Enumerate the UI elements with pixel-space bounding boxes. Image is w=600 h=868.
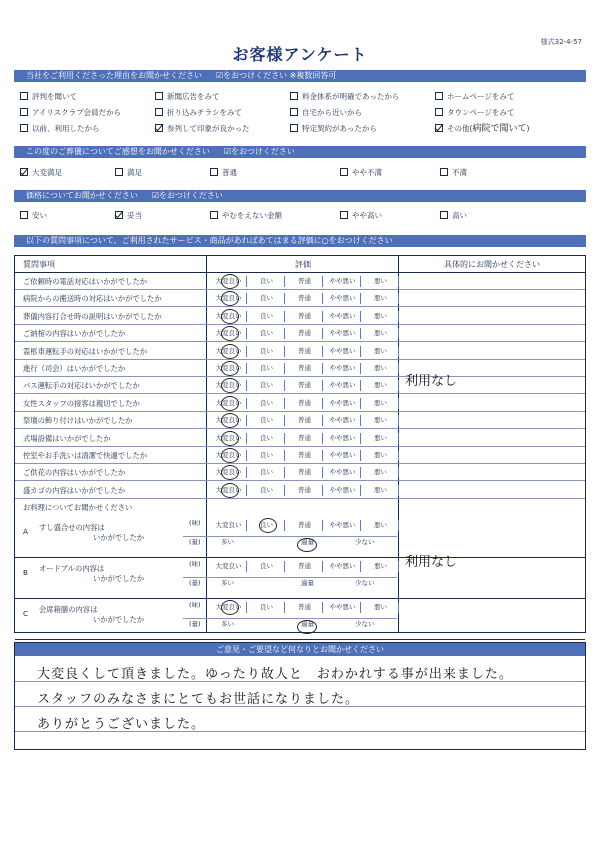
checkbox-icon[interactable] [20,168,28,176]
reason-option-label: 特定契約があったから [302,124,377,133]
question-text: 式場設備はいかがでしたか [23,433,111,443]
reason-option-label: 料金体系が明確であったから [302,92,400,101]
checkbox-icon[interactable] [155,92,163,100]
taste-option[interactable]: やや悪い [325,602,361,613]
price-option[interactable] [440,209,467,223]
rating-option[interactable]: やや悪い [325,293,361,304]
taste-option[interactable]: やや悪い [325,520,361,531]
question-text: ご依頼時の電話対応はいかがでしたか [23,277,148,286]
question-text: 盛カゴの内容はいかがでしたか [23,485,126,495]
rating-option[interactable]: 良い [249,311,285,322]
food-letter: A [23,527,28,537]
rating-option[interactable]: 大変良い [211,311,247,322]
form-id: 様式32-4-57 [540,38,582,46]
table-row [15,360,585,377]
impression-option[interactable] [440,166,467,180]
rating-option[interactable]: 良い [249,346,285,357]
reason-option-label: 参列して印象が良かった [167,124,250,133]
reason-option[interactable] [155,90,220,104]
food-row [15,517,585,558]
rating-option[interactable]: 大変良い [211,485,247,496]
taste-option[interactable]: 良い [249,602,285,613]
rating-option[interactable]: 大変良い [211,380,247,391]
reason-option[interactable] [155,122,250,136]
rating-option[interactable]: 大変良い [211,346,247,357]
checkbox-icon[interactable] [290,124,298,132]
comment-header: ご意見・ご要望など何なりとお聞かせください [15,643,585,656]
food-question: いかがでしたか [93,533,145,543]
rating-option[interactable]: 悪い [363,450,399,461]
taste-label: (味) [189,560,201,569]
price-note: ☑をおつけください [151,191,223,200]
rating-option[interactable]: 大変良い [211,328,247,339]
taste-option[interactable]: やや悪い [325,561,361,572]
rating-option[interactable]: 大変良い [211,363,247,374]
detail-handwritten: 利用なし [405,374,458,390]
rating-option[interactable]: 悪い [363,328,399,339]
amount-label: (量) [189,538,201,547]
reason-option[interactable] [290,90,399,104]
rating-option[interactable]: やや悪い [325,311,361,322]
checkbox-icon[interactable] [290,92,298,100]
reasons-header: 当社をご利用くださった理由をお聞かせください [26,71,202,80]
rating-option[interactable]: やや悪い [325,363,361,374]
selected-circle [221,344,239,359]
checkbox-icon[interactable] [155,124,163,132]
rating-option[interactable]: 良い [249,450,285,461]
reason-option[interactable] [290,122,377,136]
col-question-header: 質問事項 [15,256,207,273]
table-row [15,395,585,412]
rating-option[interactable]: 良い [249,433,285,444]
other-handwritten: 病院で聞いて [472,124,527,134]
selected-circle [297,538,317,552]
taste-option[interactable]: 大変良い [211,561,247,572]
detail-handwritten: 利用なし [405,555,458,571]
rating-option[interactable]: やや悪い [325,276,361,287]
impression-header: この度のご葬儀についてご感想をお聞かせください [26,147,210,156]
table-row [15,273,585,290]
reason-option[interactable] [435,106,514,120]
rating-option[interactable]: 良い [249,363,285,374]
reason-option-label: 評判を聞いて [32,92,77,101]
rating-option[interactable]: 良い [249,328,285,339]
selected-circle [221,309,239,324]
amount-option[interactable]: 多い [221,538,234,547]
reason-option[interactable] [155,106,242,120]
amount-option[interactable]: 多い [221,579,234,588]
evaluation-header: 以下の質問事項について、ご利用されたサービス・商品があればあてはまる評価に○をおつけください [26,236,393,245]
impression-option[interactable] [115,166,142,180]
checkbox-icon[interactable] [210,211,218,219]
rating-option[interactable]: 悪い [363,346,399,357]
selected-circle [221,396,239,411]
taste-option[interactable]: 普通 [287,561,323,572]
impression-option[interactable] [20,166,62,180]
checkbox-icon[interactable] [20,108,28,116]
rating-option[interactable]: 悪い [363,398,399,409]
question-text: バス運転手の対応はいかがでしたか [23,381,140,391]
impression-option-label: 不満 [452,168,467,177]
food-name: オードブルの内容は [39,564,105,574]
rating-option[interactable]: やや悪い [325,450,361,461]
checkbox-icon[interactable] [20,211,28,219]
page-title: お客様アンケート [232,45,368,64]
question-text: 女性スタッフの接客は親切でしたか [23,398,140,408]
rating-option[interactable]: やや悪い [325,380,361,391]
impression-header-bar [14,146,586,158]
rating-option[interactable]: 普通 [287,433,323,444]
impression-option-label: 大変満足 [32,168,62,177]
reason-option-label: アイリスクラブ会員だから [32,108,122,117]
price-option[interactable] [115,209,142,223]
amount-label: (量) [189,620,201,629]
table-row [15,290,585,307]
reason-option[interactable] [435,122,529,136]
rating-option[interactable]: やや悪い [325,415,361,426]
rating-option[interactable]: 良い [249,398,285,409]
rating-option[interactable]: 悪い [363,276,399,287]
impression-option-label: やや不満 [352,168,382,177]
comment-line: 大変良くして頂きました。ゆったり故人と おわかれする事が出来ました。 [37,667,513,682]
rating-option[interactable]: 悪い [363,415,399,426]
reasons-header-bar [14,70,586,82]
rating-option[interactable]: 悪い [363,363,399,374]
table-row [15,482,585,499]
reason-option[interactable] [20,90,77,104]
checkbox-icon[interactable] [210,168,218,176]
reason-option-label: 自宅から近いから [302,108,362,117]
reason-option-label: 新聞広告をみて [167,92,220,101]
other-close: ) [526,124,530,133]
price-option-label: やや高い [352,211,382,220]
selected-circle [297,620,317,634]
rating-option[interactable]: 普通 [287,450,323,461]
rating-option[interactable]: やや悪い [325,433,361,444]
selected-circle [221,483,239,498]
rating-option[interactable]: 大変良い [211,398,247,409]
food-letter: B [23,568,29,578]
price-option-label: やむをえない金額 [222,211,282,220]
rating-option[interactable]: やや悪い [325,398,361,409]
impression-option[interactable] [340,166,382,180]
checkbox-icon[interactable] [435,108,443,116]
rating-option[interactable]: 良い [249,293,285,304]
question-text: 進行（司会）はいかがでしたか [23,364,126,373]
price-option[interactable] [20,209,47,223]
rating-option[interactable]: 大変良い [211,433,247,444]
comment-box [14,642,586,750]
taste-option[interactable]: 普通 [287,602,323,613]
checkbox-icon[interactable] [20,124,28,132]
rating-option[interactable]: 大変良い [211,415,247,426]
rating-option[interactable]: 悪い [363,311,399,322]
taste-option[interactable]: 良い [249,520,285,531]
checkbox-icon[interactable] [115,168,123,176]
impression-note: ☑をおつけください [223,147,295,156]
checkbox-icon[interactable] [155,108,163,116]
impression-option-label: 満足 [127,168,142,177]
question-text: 祭壇の飾り付けはいかがでしたか [23,416,133,426]
taste-option[interactable]: 悪い [363,561,399,572]
col-detail-header: 具体的にお聞かせください [399,256,585,273]
table-row [15,343,585,360]
selected-circle [221,448,239,463]
question-text: 霊柩車運転手の対応はいかがでしたか [23,346,148,356]
question-text: 葬儀内容打合せ時の説明はいかがでしたか [23,311,162,321]
taste-label: (味) [189,601,201,610]
reason-option-label: ホームページをみて [447,92,515,101]
rating-option[interactable]: 悪い [363,485,399,496]
rating-option[interactable]: 悪い [363,380,399,391]
evaluation-table [14,255,586,633]
table-row [15,325,585,342]
reason-option-label: タウンページをみて [447,108,515,117]
selected-circle [221,431,239,446]
question-text: 控室やお手洗いは清潔で快適でしたか [23,451,148,460]
amount-option[interactable]: 多い [221,620,234,629]
rating-option[interactable]: 良い [249,485,285,496]
food-question: いかがでしたか [93,615,145,625]
checkbox-icon[interactable] [20,92,28,100]
question-text: ご供花の内容はいかがでしたか [23,468,126,478]
rating-option[interactable]: 普通 [287,467,323,478]
rating-option[interactable]: 悪い [363,293,399,304]
checkbox-icon[interactable] [290,108,298,116]
checkbox-icon[interactable] [440,168,448,176]
checkbox-icon[interactable] [435,124,443,132]
rating-option[interactable]: 普通 [287,398,323,409]
food-name: すし盛合せの内容は [39,523,105,533]
table-row [15,412,585,429]
amount-option[interactable]: 少ない [355,538,375,547]
rating-option[interactable]: 普通 [287,293,323,304]
reasons-note: ☑をおつけください ※複数回答可 [216,71,337,80]
taste-label: (味) [189,519,201,528]
taste-option[interactable]: 大変良い [211,602,247,613]
price-header-bar [14,190,586,202]
question-text: ご納棺の内容はいかがでしたか [23,329,126,339]
rating-option[interactable]: やや悪い [325,346,361,357]
rating-option[interactable]: 普通 [287,311,323,322]
amount-option[interactable]: 適量 [301,538,314,547]
evaluation-header-bar [14,235,586,247]
amount-option[interactable]: 適量 [301,579,314,588]
price-option-label: 妥当 [127,211,142,220]
reason-option-label: 以前、利用したから [32,124,100,133]
amount-label: (量) [189,579,201,588]
food-letter: C [23,609,29,619]
taste-option[interactable]: 悪い [363,602,399,613]
food-row [15,599,585,640]
checkbox-icon[interactable] [340,211,348,219]
price-option-label: 高い [452,211,467,220]
reason-option[interactable] [20,122,100,136]
table-row [15,430,585,447]
rating-option[interactable]: 良い [249,380,285,391]
rating-option[interactable]: 良い [249,467,285,478]
rating-option[interactable]: 悪い [363,433,399,444]
food-question: いかがでしたか [93,574,145,584]
price-header: 価格についてお聞かせください [26,191,138,200]
rating-option[interactable]: 普通 [287,276,323,287]
rating-option[interactable]: 大変良い [211,450,247,461]
rating-option[interactable]: 普通 [287,328,323,339]
rating-option[interactable]: やや悪い [325,328,361,339]
table-row [15,447,585,464]
impression-option[interactable] [210,166,237,180]
rating-option[interactable]: やや悪い [325,467,361,478]
impression-option-label: 普通 [222,168,237,177]
rating-option[interactable]: 大変良い [211,467,247,478]
rating-option[interactable]: 普通 [287,415,323,426]
checkbox-icon[interactable] [115,211,123,219]
rating-option[interactable]: 大変良い [211,293,247,304]
selected-circle [221,361,239,376]
selected-circle [221,274,239,289]
checkbox-icon[interactable] [340,168,348,176]
food-row [15,555,585,599]
reason-option[interactable] [435,90,514,104]
reason-option[interactable] [290,106,362,120]
taste-option[interactable]: 普通 [287,520,323,531]
table-row [15,374,585,394]
checkbox-icon[interactable] [440,211,448,219]
rating-option[interactable]: 良い [249,276,285,287]
reason-option-label: 折り込みチラシをみて [167,108,242,117]
table-row [15,464,585,481]
table-row [15,308,585,325]
rating-option[interactable]: 悪い [363,467,399,478]
reason-option-label: その他( [447,124,473,133]
reason-option[interactable] [20,106,121,120]
checkbox-icon[interactable] [435,92,443,100]
rating-option[interactable]: 良い [249,415,285,426]
amount-option[interactable]: 少ない [355,579,375,588]
amount-option[interactable]: 適量 [301,620,314,629]
comment-line: ありがとうございました。 [37,717,206,732]
rating-option[interactable]: 普通 [287,363,323,374]
taste-option[interactable]: 大変良い [211,520,247,531]
price-option[interactable] [340,209,382,223]
food-name: 会席箱膳の内容は [39,605,98,615]
question-text: 病院からの搬送時の対応はいかがでしたか [23,294,162,304]
food-header: お料理についてお聞かせください [23,503,133,513]
rating-option[interactable]: やや悪い [325,485,361,496]
comment-line: スタッフのみなさまにとてもお世話になりました。 [37,692,360,707]
taste-option[interactable]: 悪い [363,520,399,531]
rating-option[interactable]: 普通 [287,485,323,496]
col-rating-header: 評価 [207,256,399,273]
rating-option[interactable]: 普通 [287,380,323,391]
rating-option[interactable]: 普通 [287,346,323,357]
rating-option[interactable]: 大変良い [211,276,247,287]
amount-option[interactable]: 少ない [355,620,375,629]
price-option[interactable] [210,209,282,223]
price-option-label: 安い [32,211,47,220]
taste-option[interactable]: 良い [249,561,285,572]
